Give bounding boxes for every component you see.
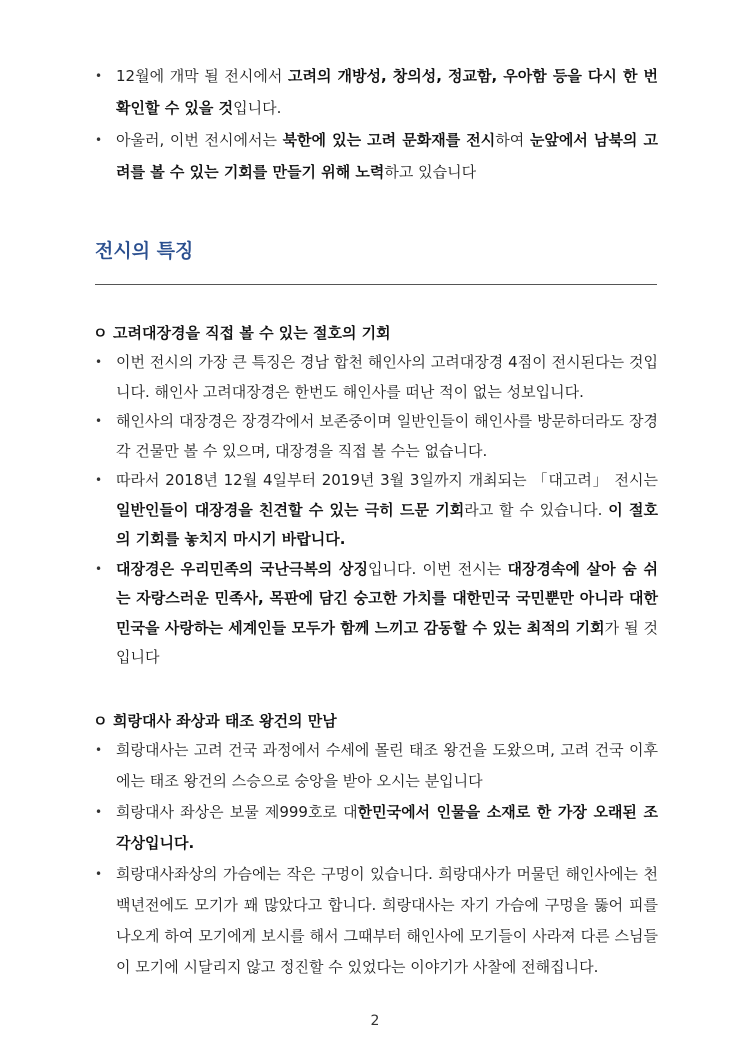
bold-text-run: 눈앞에서 남북의 고려를 볼 수 있는 기회를 만들기 위해 노력	[116, 131, 658, 181]
tripitaka-bullet-list	[92, 348, 658, 673]
intro-bullet-1	[92, 60, 658, 124]
bold-text-run: 한민국에서 인물을 소재로 한 가장 오래된 조각상입니다.	[116, 803, 659, 852]
text-run: 희랑대사좌상의 가슴에는 작은 구멍이 있습니다. 희랑대사가 머물던 해인사에는 천백년전에도 모기가 꽤 많았다고 합니다. 희랑대사는 자기 가슴에 구멍을 뚫어 피를 나오게 하여 모기에게 보시를 해서 그때부터 해인사에 모기들이 사라져 다른 스님들이 모기에 시달리지 않고 정진할 수 있었다는 이야기가 사찰에 전해집니다.	[116, 865, 658, 976]
page-number: 2	[370, 1013, 380, 1029]
bold-text-run: 대장경은 우리민족의 국난극복의 상징	[116, 559, 368, 578]
bold-text-run: 이 절호의 기회를 놓치지 마시기 바랍니다.	[116, 500, 658, 548]
bold-text-run: 대장경속에 살아 숨 쉬는 자랑스러운 민족사, 목판에 담긴 숭고한 가치를 대한민국 국민뿐만 아니라 대한민국을 사랑하는 세계인들 모두가 함께 느끼고 감동할 수 있는 최적의 기회	[116, 559, 658, 637]
text-run: 가 될 것입니다	[116, 618, 658, 666]
text-run: 하여	[495, 131, 530, 149]
text-run: 희랑대사 좌상은 보물 제999호로 대	[116, 803, 358, 821]
text-run: 해인사의 대장경은 장경각에서 보존중이며 일반인들이 해인사를 방문하더라도 장경각 건물만 볼 수 있으며, 대장경을 직접 볼 수는 없습니다.	[116, 412, 658, 460]
huirang-bullet-1	[92, 735, 658, 797]
circle-marker-icon: ㅇ	[93, 712, 108, 730]
intro-bullet-2	[92, 124, 658, 188]
circle-marker-icon: ㅇ	[93, 324, 108, 342]
section-title: 전시의 특징	[95, 240, 194, 262]
text-run: 입니다. 이번 전시는	[367, 559, 508, 578]
tripitaka-bullet-3	[92, 466, 658, 555]
text-run: 입니다.	[233, 99, 282, 117]
subsection-title: 희랑대사 좌상과 태조 왕건의 만남	[113, 712, 337, 730]
text-run: 아울러, 이번 전시에서는	[116, 131, 283, 149]
huirang-bullet-3	[92, 859, 658, 983]
text-run: 희랑대사는 고려 건국 과정에서 수세에 몰린 태조 왕건을 도왔으며, 고려 건국 이후에는 태조 왕건의 스승으로 숭앙을 받아 오시는 분입니다	[116, 741, 658, 790]
section-divider	[95, 284, 657, 285]
text-run: 하고 있습니다	[384, 163, 477, 181]
tripitaka-bullet-2	[92, 407, 658, 466]
bold-text-run: 일반인들이 대장경을 친견할 수 있는 극히 드문 기회	[116, 500, 465, 519]
tripitaka-bullet-1	[92, 348, 658, 407]
subsection-heading-huirang	[93, 710, 337, 731]
text-run: 따라서 2018년 12월 4일부터 2019년 3월 3일까지 개최되는 「대고려」 전시는	[116, 471, 658, 489]
text-run: 라고 할 수 있습니다.	[464, 500, 609, 519]
huirang-bullet-list	[92, 735, 658, 983]
text-run: 12월에 개막 될 전시에서	[116, 67, 288, 85]
subsection-heading-tripitaka	[93, 322, 391, 343]
bold-text-run: 북한에 있는 고려 문화재를 전시	[282, 131, 496, 149]
bold-text-run: 고려의 개방성, 창의성, 정교함, 우아함 등을 다시 한 번 확인할 수 있을 것	[116, 67, 658, 117]
huirang-bullet-2	[92, 797, 658, 859]
subsection-title: 고려대장경을 직접 볼 수 있는 절호의 기회	[113, 324, 391, 342]
text-run: 이번 전시의 가장 큰 특징은 경남 합천 해인사의 고려대장경 4점이 전시된다는 것입니다. 해인사 고려대장경은 한번도 해인사를 떠난 적이 없는 성보입니다.	[116, 353, 658, 401]
tripitaka-bullet-4	[92, 555, 658, 673]
intro-bullet-list	[92, 60, 658, 188]
